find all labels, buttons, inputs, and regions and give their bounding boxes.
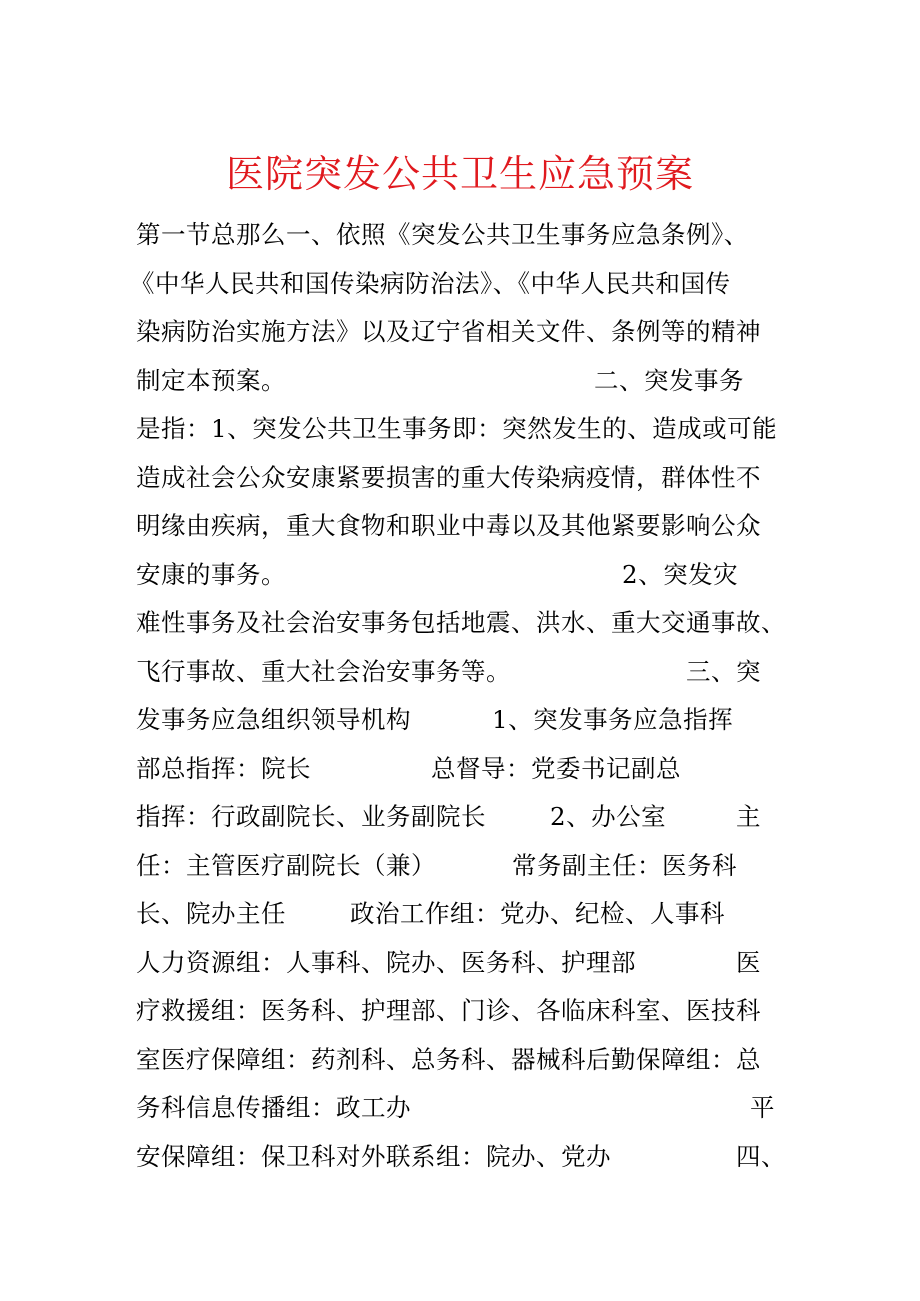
text-segment: 主 (736, 802, 761, 831)
text-segment: 三、突 (686, 656, 761, 686)
text-line (136, 939, 836, 988)
text-line (136, 890, 836, 939)
document-body (130, 211, 836, 1181)
text-segment: 任：主管医疗副院长（兼） (136, 850, 436, 880)
text-line (136, 648, 836, 697)
text-line (136, 987, 836, 1036)
text-segment: 指挥：行政副院长、业务副院长 (136, 802, 486, 831)
text-segment: 是指：1、突发公共卫生事务即：突然发生的、造成或可能 (136, 414, 778, 443)
text-line (136, 405, 836, 454)
text-line (136, 211, 836, 260)
text-line (136, 308, 836, 357)
document-title: 医院突发公共卫生应急预案 (225, 152, 694, 196)
text-segment: 二、突发事务 (594, 365, 744, 395)
text-segment: 1、突发事务应急指挥 (492, 705, 734, 734)
text-segment: 制定本预案。 (136, 365, 286, 395)
text-line (136, 454, 836, 503)
text-segment: 发事务应急组织领导机构 (136, 705, 411, 734)
text-segment: 长、院办主任 (136, 899, 286, 928)
text-line (136, 357, 836, 406)
text-segment: 部总指挥：院长 (136, 753, 311, 783)
text-segment: 四、 (736, 1141, 786, 1171)
text-segment: 疗救援组：医务科、护理部、门诊、各临床科室、医技科 (136, 996, 761, 1025)
text-segment: 人力资源组：人事科、院办、医务科、护理部 (136, 947, 636, 977)
text-segment: 医 (736, 947, 761, 977)
text-segment: 常务副主任：医务科 (512, 850, 737, 880)
text-line (136, 1084, 836, 1133)
text-line (136, 793, 836, 842)
text-segment: 政治工作组：党办、纪检、人事科 (350, 899, 725, 928)
text-segment: 难性事务及社会治安事务包括地震、洪水、重大交通事故、 (136, 608, 786, 637)
text-segment: 务科信息传播组：政工办 (136, 1093, 411, 1122)
text-segment: 2、办公室 (550, 802, 667, 831)
text-segment: 安保障组：保卫科对外联系组：院办、党办 (136, 1141, 611, 1171)
text-segment: 2、突发灾 (622, 559, 739, 589)
text-segment: 室医疗保障组：药剂科、总务科、器械科后勤保障组：总 (136, 1044, 761, 1074)
text-segment: 平 (750, 1093, 775, 1122)
text-line (136, 551, 836, 600)
text-line (136, 1036, 836, 1085)
text-line (136, 599, 836, 648)
text-line (136, 1133, 836, 1182)
text-segment: 第一节总那么一、依照《突发公共卫生事务应急条例》、 (136, 220, 749, 249)
text-segment: 染病防治实施方法》以及辽宁省相关文件、条例等的精神 (136, 317, 761, 346)
text-segment: 飞行事故、重大社会治安事务等。 (136, 656, 511, 686)
text-segment: 明缘由疾病，重大食物和职业中毒以及其他紧要影响公众 (136, 511, 761, 540)
text-segment: 《中华人民共和国传染病防治法》、《中华人民共和国传 (130, 268, 731, 298)
text-line (136, 842, 836, 891)
text-segment: 造成社会公众安康紧要损害的重大传染病疫情，群体性不 (136, 462, 761, 492)
text-line (136, 502, 836, 551)
text-segment: 安康的事务。 (136, 559, 286, 589)
text-line (136, 696, 836, 745)
text-line (130, 260, 836, 309)
text-segment: 总督导：党委书记副总 (431, 753, 681, 783)
text-line (136, 745, 836, 794)
